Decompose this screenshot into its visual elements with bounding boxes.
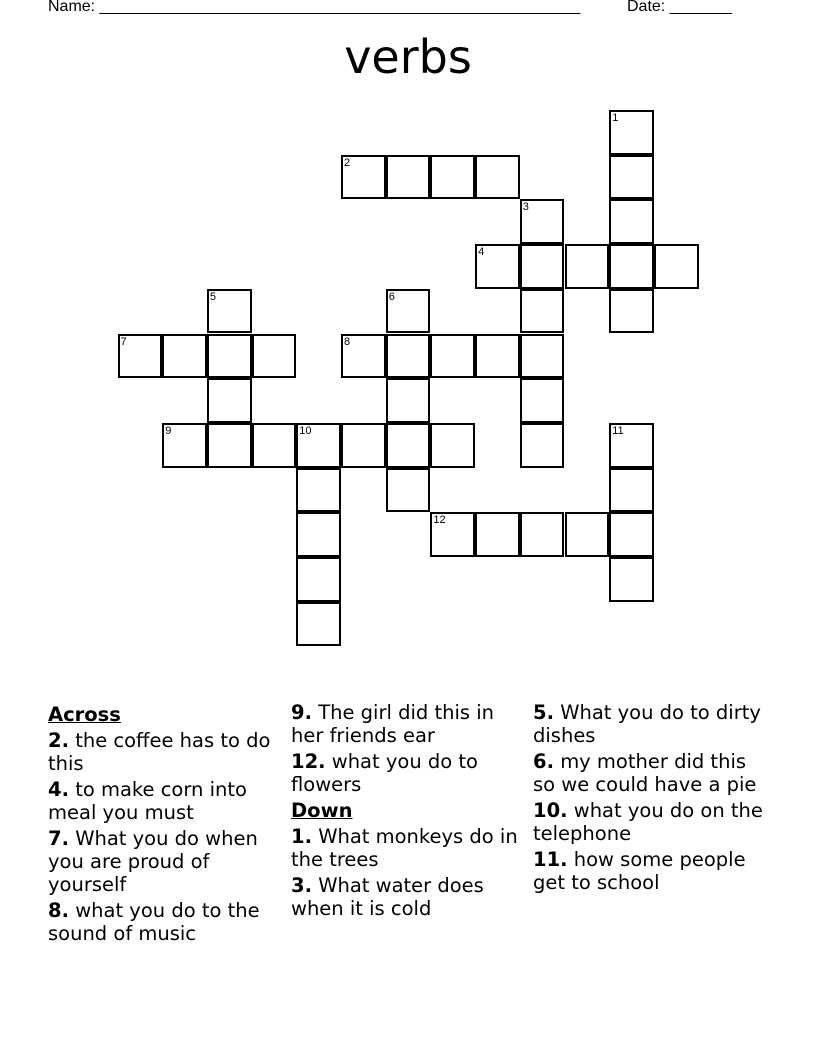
- clue-text: what you do to the sound of music: [48, 899, 260, 945]
- clue-text: to make corn into meal you must: [48, 778, 247, 824]
- grid-cell[interactable]: [475, 334, 520, 379]
- clue-text: What you do to dirty dishes: [533, 701, 761, 747]
- clue-number: 4.: [48, 778, 69, 801]
- grid-cell[interactable]: [430, 423, 475, 468]
- grid-cell[interactable]: [520, 423, 565, 468]
- grid-cell[interactable]: [296, 602, 341, 647]
- grid-cell[interactable]: [609, 512, 654, 557]
- grid-cell[interactable]: [118, 334, 163, 379]
- cell-number: 1: [612, 112, 619, 124]
- grid-cell[interactable]: [520, 512, 565, 557]
- grid-cell[interactable]: [475, 244, 520, 289]
- clue-column-3: [533, 701, 763, 897]
- clue-column-2: [291, 701, 521, 923]
- grid-cell[interactable]: [475, 155, 520, 200]
- clue-number: 3.: [291, 874, 312, 897]
- grid-cell[interactable]: [609, 423, 654, 468]
- clue-text: my mother did this so we could have a pie: [533, 750, 757, 796]
- grid-cell[interactable]: [386, 155, 431, 200]
- cell-number: 7: [120, 335, 127, 348]
- page-title: verbs: [344, 30, 472, 84]
- clue-down-1: [291, 825, 521, 871]
- grid-cell[interactable]: [207, 378, 252, 423]
- grid-cell[interactable]: [386, 468, 431, 513]
- grid-cell[interactable]: [341, 334, 386, 379]
- clue-down-11: [533, 848, 763, 894]
- cell-number: 11: [612, 424, 624, 437]
- grid-cell[interactable]: [430, 512, 475, 557]
- grid-cell[interactable]: [654, 244, 699, 289]
- clue-down-10: [533, 799, 763, 845]
- clue-across-9: [291, 701, 521, 747]
- grid-cell[interactable]: [296, 423, 341, 468]
- clue-across-7: [48, 827, 278, 896]
- clue-text: what you do to flowers: [291, 750, 478, 796]
- date-field[interactable]: Date: _______: [627, 0, 732, 15]
- grid-cell[interactable]: [430, 334, 475, 379]
- clue-text: the coffee has to do this: [48, 729, 271, 775]
- clue-text: What monkeys do in the trees: [291, 825, 518, 871]
- clue-text: What you do when you are proud of yourself: [48, 827, 258, 896]
- grid-cell[interactable]: [252, 334, 297, 379]
- clue-down-5: [533, 701, 763, 747]
- grid-cell[interactable]: [520, 244, 565, 289]
- grid-cell[interactable]: [341, 155, 386, 200]
- clue-column-1: [48, 701, 278, 948]
- grid-cell[interactable]: [296, 512, 341, 557]
- grid-cell[interactable]: [609, 468, 654, 513]
- grid-cell[interactable]: [609, 557, 654, 602]
- cell-number: 9: [165, 424, 172, 437]
- grid-cell[interactable]: [252, 423, 297, 468]
- grid-cell[interactable]: [609, 289, 654, 334]
- cell-number: 12: [433, 514, 446, 527]
- grid-cell[interactable]: [609, 199, 654, 244]
- grid-cell[interactable]: [565, 512, 610, 557]
- grid-cell[interactable]: [609, 244, 654, 289]
- clue-number: 5.: [533, 701, 554, 724]
- grid-cell[interactable]: [207, 334, 252, 379]
- grid-cell[interactable]: [386, 289, 431, 334]
- grid-cell[interactable]: [207, 423, 252, 468]
- grid-cell[interactable]: [565, 244, 610, 289]
- cell-number: 8: [344, 335, 351, 348]
- clue-number: 7.: [48, 827, 69, 850]
- cell-number: 10: [299, 424, 312, 437]
- clue-down-3: [291, 874, 521, 920]
- grid-cell[interactable]: [520, 289, 565, 334]
- grid-cell[interactable]: [609, 155, 654, 200]
- clue-number: 11.: [533, 848, 568, 871]
- clue-number: 1.: [291, 825, 312, 848]
- clue-text: what you do on the telephone: [533, 799, 763, 845]
- clue-across-8: [48, 899, 278, 945]
- clue-text: how some people get to school: [533, 848, 746, 894]
- across-heading: Across: [48, 703, 121, 726]
- grid-cell[interactable]: [162, 334, 207, 379]
- cell-number: 4: [478, 246, 485, 259]
- cell-number: 3: [522, 201, 529, 214]
- cell-number: 2: [344, 156, 351, 169]
- grid-cell[interactable]: [430, 155, 475, 200]
- name-field[interactable]: Name: ______________________________________________________: [48, 0, 581, 15]
- grid-cell[interactable]: [386, 423, 431, 468]
- cell-number: 5: [209, 290, 217, 303]
- grid-cell[interactable]: [207, 289, 252, 334]
- grid-cell[interactable]: [475, 512, 520, 557]
- clue-across-12: [291, 750, 521, 796]
- clue-across-4: [48, 778, 278, 824]
- grid-cell[interactable]: [520, 199, 565, 244]
- clue-number: 9.: [291, 701, 312, 724]
- grid-cell[interactable]: [386, 378, 431, 423]
- grid-cell[interactable]: [341, 423, 386, 468]
- clue-number: 6.: [533, 750, 554, 773]
- clue-number: 8.: [48, 899, 69, 922]
- grid-cell[interactable]: [520, 334, 565, 379]
- clue-text: The girl did this in her friends ear: [291, 701, 495, 747]
- clue-number: 10.: [533, 799, 568, 822]
- grid-cell[interactable]: [609, 110, 654, 155]
- grid-cell[interactable]: [386, 334, 431, 379]
- clue-down-6: [533, 750, 763, 796]
- cell-number: 6: [388, 290, 395, 303]
- grid-cell[interactable]: [520, 378, 565, 423]
- clue-across-2: [48, 729, 278, 775]
- clue-number: 2.: [48, 729, 69, 752]
- down-heading: Down: [291, 799, 353, 822]
- grid-cell[interactable]: [296, 468, 341, 513]
- grid-cell[interactable]: [296, 557, 341, 602]
- grid-cell[interactable]: [162, 423, 207, 468]
- clue-number: 12.: [291, 750, 326, 773]
- clue-text: What water does when it is cold: [291, 874, 484, 920]
